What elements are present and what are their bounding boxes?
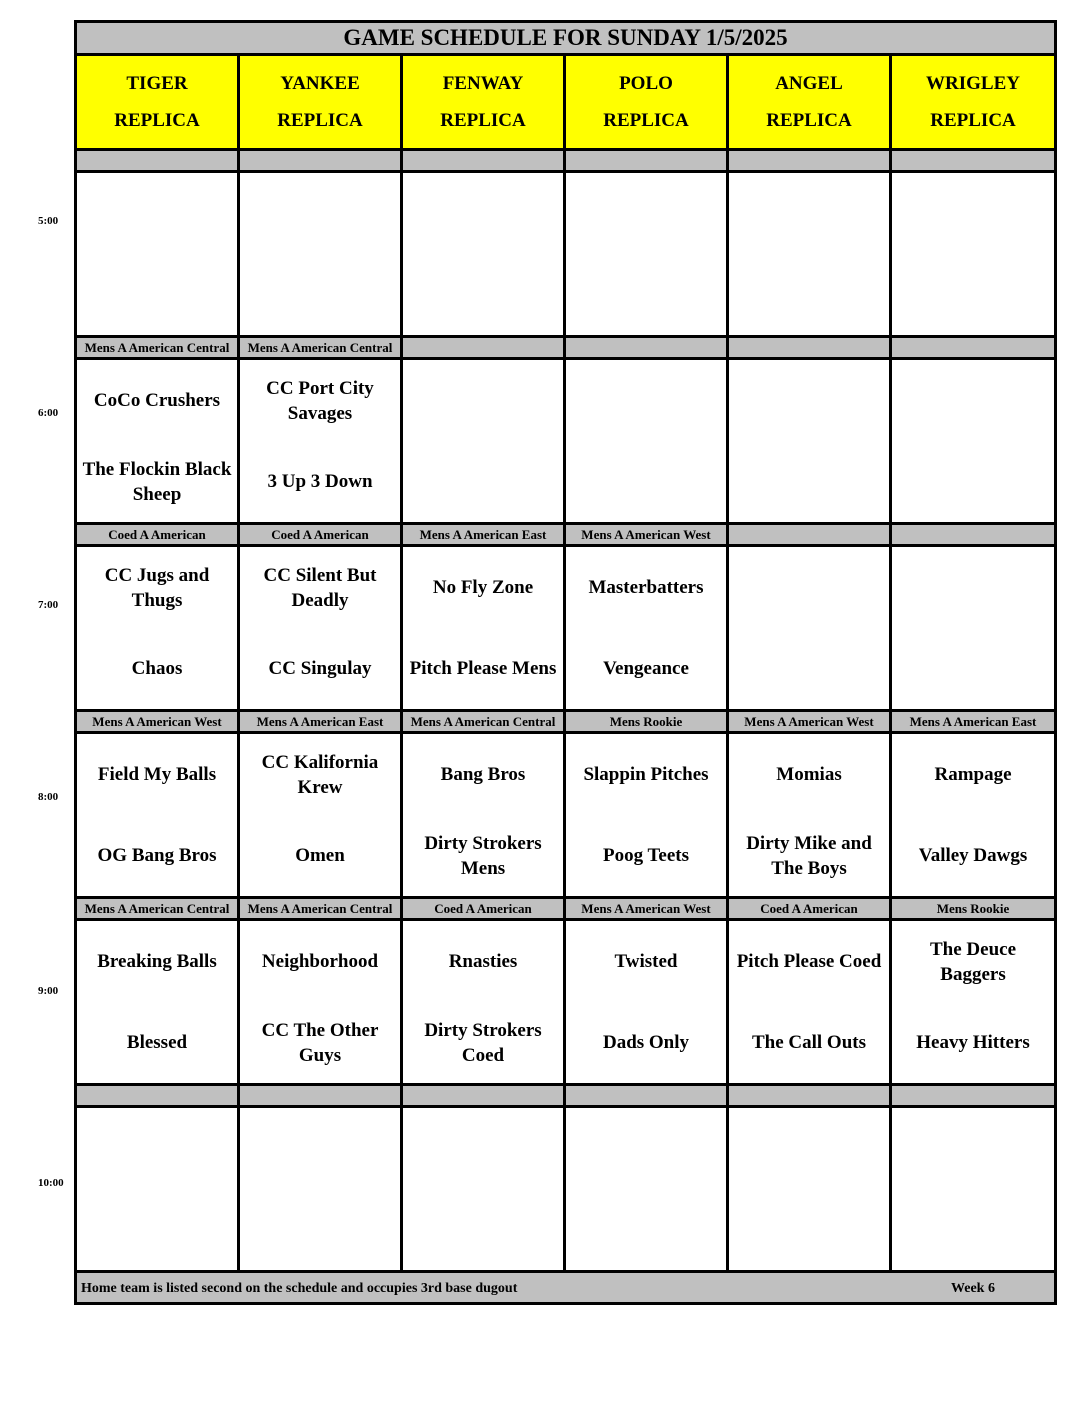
away-team: No Fly Zone [432, 577, 534, 598]
home-team: Blessed [126, 1032, 188, 1053]
division-row [76, 898, 1056, 920]
game-cell [565, 359, 728, 524]
home-team: Dirty Strokers Coed [424, 1019, 542, 1066]
division-label: Mens A American East [891, 711, 1056, 733]
division-label [402, 337, 565, 359]
away-team [403, 360, 563, 441]
matchup [566, 1108, 726, 1270]
home-team [566, 254, 726, 335]
game-cell [76, 1107, 239, 1272]
away-team: The Deuce Baggers [930, 938, 1017, 985]
field-name: ANGEL [775, 73, 843, 94]
away-team: Breaking Balls [97, 951, 217, 972]
footer-note: Home team is listed second on the schedule and occupies 3rd base dugout [81, 1281, 518, 1296]
matchup [729, 547, 889, 709]
schedule-title: GAME SCHEDULE FOR SUNDAY 1/5/2025 [76, 22, 1056, 55]
field-subtitle: REPLICA [114, 110, 200, 131]
away-team [892, 547, 1054, 628]
schedule-table [74, 20, 1057, 1305]
game-cell [891, 920, 1056, 1085]
matchup [566, 734, 726, 896]
home-team: CC The Other Guys [261, 1019, 379, 1066]
home-team [729, 254, 889, 335]
game-cell [565, 1107, 728, 1272]
home-team: The Flockin Black Sheep [82, 458, 232, 505]
game-cell [402, 359, 565, 524]
game-cell [76, 920, 239, 1085]
game-cell [565, 733, 728, 898]
home-team: OG Bang Bros [97, 845, 217, 866]
away-team: Pitch Please Coed [736, 951, 882, 972]
matchup [892, 921, 1054, 1083]
home-team: 3 Up 3 Down [267, 471, 373, 492]
away-team: Momias [776, 764, 842, 785]
division-label: Mens A American Central [76, 337, 239, 359]
matchup [729, 1108, 889, 1270]
game-row [76, 546, 1056, 711]
home-team: The Call Outs [751, 1032, 867, 1053]
field-header-tiger [76, 55, 239, 150]
field-subtitle: REPLICA [766, 110, 852, 131]
home-team: Dads Only [602, 1032, 690, 1053]
game-cell [239, 1107, 402, 1272]
home-team [77, 254, 237, 335]
game-cell [891, 1107, 1056, 1272]
game-cell [728, 546, 891, 711]
matchup [566, 173, 726, 335]
division-label [728, 524, 891, 546]
home-team [892, 628, 1054, 709]
away-team [566, 360, 726, 441]
home-team: Heavy Hitters [916, 1032, 1030, 1053]
home-team [892, 441, 1054, 522]
away-team: CC Port City Savages [266, 377, 374, 424]
home-team [403, 254, 563, 335]
division-label: Mens A American East [402, 524, 565, 546]
field-name: YANKEE [280, 73, 360, 94]
division-label [76, 150, 239, 172]
away-team [729, 1108, 889, 1189]
division-label: Coed A American [728, 898, 891, 920]
matchup [77, 173, 237, 335]
field-header-wrigley [891, 55, 1056, 150]
away-team [892, 173, 1054, 254]
away-team [729, 360, 889, 441]
home-team [403, 441, 563, 522]
home-team [566, 441, 726, 522]
division-label: Mens Rookie [565, 711, 728, 733]
matchup [729, 921, 889, 1083]
division-label [565, 337, 728, 359]
division-row [76, 711, 1056, 733]
away-team: CC Jugs and Thugs [104, 564, 210, 611]
away-team: Rampage [934, 764, 1012, 785]
field-name: FENWAY [442, 73, 524, 94]
matchup [77, 360, 237, 522]
matchup [77, 734, 237, 896]
away-team: Field My Balls [97, 764, 217, 785]
division-label: Mens A American West [565, 524, 728, 546]
game-cell [239, 733, 402, 898]
division-label: Mens A American East [239, 711, 402, 733]
game-cell [402, 172, 565, 337]
field-subtitle: REPLICA [277, 110, 363, 131]
home-team [240, 254, 400, 335]
field-header-polo [565, 55, 728, 150]
away-team [566, 1108, 726, 1189]
away-team: Neighborhood [261, 951, 379, 972]
game-row [76, 920, 1056, 1085]
home-team [566, 1189, 726, 1270]
home-team [77, 1189, 237, 1270]
home-team: Vengeance [603, 658, 689, 679]
division-label [565, 150, 728, 172]
time-label: 8:00 [38, 791, 59, 803]
division-row [76, 337, 1056, 359]
away-team: CC Silent But Deadly [263, 564, 377, 611]
home-team [729, 628, 889, 709]
time-label: 7:00 [38, 599, 59, 611]
time-label: 5:00 [38, 215, 59, 227]
matchup [403, 734, 563, 896]
game-cell [565, 172, 728, 337]
field-name: POLO [619, 73, 673, 94]
matchup [892, 173, 1054, 335]
away-team: Twisted [614, 951, 678, 972]
game-cell [239, 920, 402, 1085]
division-label [728, 1085, 891, 1107]
division-label [239, 150, 402, 172]
away-team [240, 1108, 400, 1189]
division-label: Mens A American Central [239, 898, 402, 920]
field-header-angel [728, 55, 891, 150]
game-cell [76, 546, 239, 711]
game-cell [402, 733, 565, 898]
game-cell [402, 546, 565, 711]
matchup [566, 921, 726, 1083]
division-label [565, 1085, 728, 1107]
matchup [403, 360, 563, 522]
home-team: CC Singulay [268, 658, 372, 679]
away-team: CC Kalifornia Krew [261, 751, 379, 798]
matchup [240, 921, 400, 1083]
division-label [402, 1085, 565, 1107]
matchup [403, 921, 563, 1083]
game-cell [891, 733, 1056, 898]
matchup [240, 1108, 400, 1270]
away-team: Masterbatters [588, 577, 704, 598]
division-label [891, 337, 1056, 359]
division-label [402, 150, 565, 172]
matchup [892, 547, 1054, 709]
matchup [77, 1108, 237, 1270]
field-header-row [76, 55, 1056, 150]
field-name: TIGER [126, 73, 188, 94]
matchup [566, 360, 726, 522]
home-team: Omen [295, 845, 345, 866]
game-cell [891, 359, 1056, 524]
game-cell [76, 172, 239, 337]
game-cell [891, 172, 1056, 337]
game-cell [239, 172, 402, 337]
game-cell [402, 920, 565, 1085]
away-team [403, 173, 563, 254]
matchup [403, 173, 563, 335]
division-label [891, 1085, 1056, 1107]
home-team [729, 441, 889, 522]
game-cell [565, 546, 728, 711]
home-team: Valley Dawgs [918, 845, 1028, 866]
away-team [729, 547, 889, 628]
game-cell [728, 920, 891, 1085]
matchup [403, 547, 563, 709]
time-label: 9:00 [38, 985, 59, 997]
home-team [729, 1189, 889, 1270]
field-name: WRIGLEY [926, 73, 1020, 94]
home-team [892, 1189, 1054, 1270]
field-header-fenway [402, 55, 565, 150]
division-label: Mens A American Central [239, 337, 402, 359]
footer-bar [76, 1272, 1056, 1304]
game-cell [728, 733, 891, 898]
matchup [240, 360, 400, 522]
matchup [240, 173, 400, 335]
field-subtitle: REPLICA [603, 110, 689, 131]
division-label: Mens Rookie [891, 898, 1056, 920]
schedule-sheet [74, 20, 1054, 1305]
matchup [892, 1108, 1054, 1270]
time-label: 6:00 [38, 407, 59, 419]
matchup [892, 360, 1054, 522]
division-label [76, 1085, 239, 1107]
matchup [566, 547, 726, 709]
away-team: Slappin Pitches [583, 764, 709, 785]
field-subtitle: REPLICA [440, 110, 526, 131]
game-cell [239, 359, 402, 524]
division-label: Mens A American West [76, 711, 239, 733]
away-team: Bang Bros [440, 764, 526, 785]
away-team [566, 173, 726, 254]
home-team [240, 1189, 400, 1270]
home-team: Poog Teets [602, 845, 690, 866]
matchup [729, 360, 889, 522]
game-cell [728, 1107, 891, 1272]
away-team [892, 1108, 1054, 1189]
game-cell [239, 546, 402, 711]
game-cell [728, 172, 891, 337]
game-cell [565, 920, 728, 1085]
division-label: Coed A American [76, 524, 239, 546]
game-row [76, 359, 1056, 524]
division-label [239, 1085, 402, 1107]
week-label: Week 6 [951, 1281, 995, 1296]
game-cell [891, 546, 1056, 711]
home-team [403, 1189, 563, 1270]
away-team [77, 1108, 237, 1189]
game-cell [76, 733, 239, 898]
matchup [729, 734, 889, 896]
game-row [76, 172, 1056, 337]
matchup [729, 173, 889, 335]
time-label: 10:00 [38, 1177, 64, 1189]
home-team: Dirty Mike and The Boys [746, 832, 872, 879]
matchup [77, 921, 237, 1083]
matchup [403, 1108, 563, 1270]
division-label [728, 337, 891, 359]
away-team: CoCo Crushers [93, 390, 221, 411]
game-row [76, 733, 1056, 898]
division-label [891, 150, 1056, 172]
away-team [240, 173, 400, 254]
division-label: Coed A American [239, 524, 402, 546]
division-row [76, 150, 1056, 172]
away-team [77, 173, 237, 254]
home-team: Chaos [131, 658, 183, 679]
division-label [728, 150, 891, 172]
footer-row [76, 1272, 1056, 1304]
division-label: Mens A American West [565, 898, 728, 920]
away-team [403, 1108, 563, 1189]
home-team: Pitch Please Mens [409, 658, 557, 679]
away-team [729, 173, 889, 254]
matchup [240, 734, 400, 896]
field-subtitle: REPLICA [930, 110, 1016, 131]
home-team [892, 254, 1054, 335]
division-label: Mens A American Central [402, 711, 565, 733]
division-row [76, 524, 1056, 546]
division-label [891, 524, 1056, 546]
away-team: Rnasties [448, 951, 518, 972]
away-team [892, 360, 1054, 441]
field-header-yankee [239, 55, 402, 150]
home-team: Dirty Strokers Mens [424, 832, 542, 879]
game-cell [76, 359, 239, 524]
division-label: Mens A American West [728, 711, 891, 733]
division-row [76, 1085, 1056, 1107]
matchup [892, 734, 1054, 896]
division-label: Mens A American Central [76, 898, 239, 920]
matchup [77, 547, 237, 709]
game-cell [402, 1107, 565, 1272]
division-label: Coed A American [402, 898, 565, 920]
game-cell [728, 359, 891, 524]
game-row [76, 1107, 1056, 1272]
matchup [240, 547, 400, 709]
